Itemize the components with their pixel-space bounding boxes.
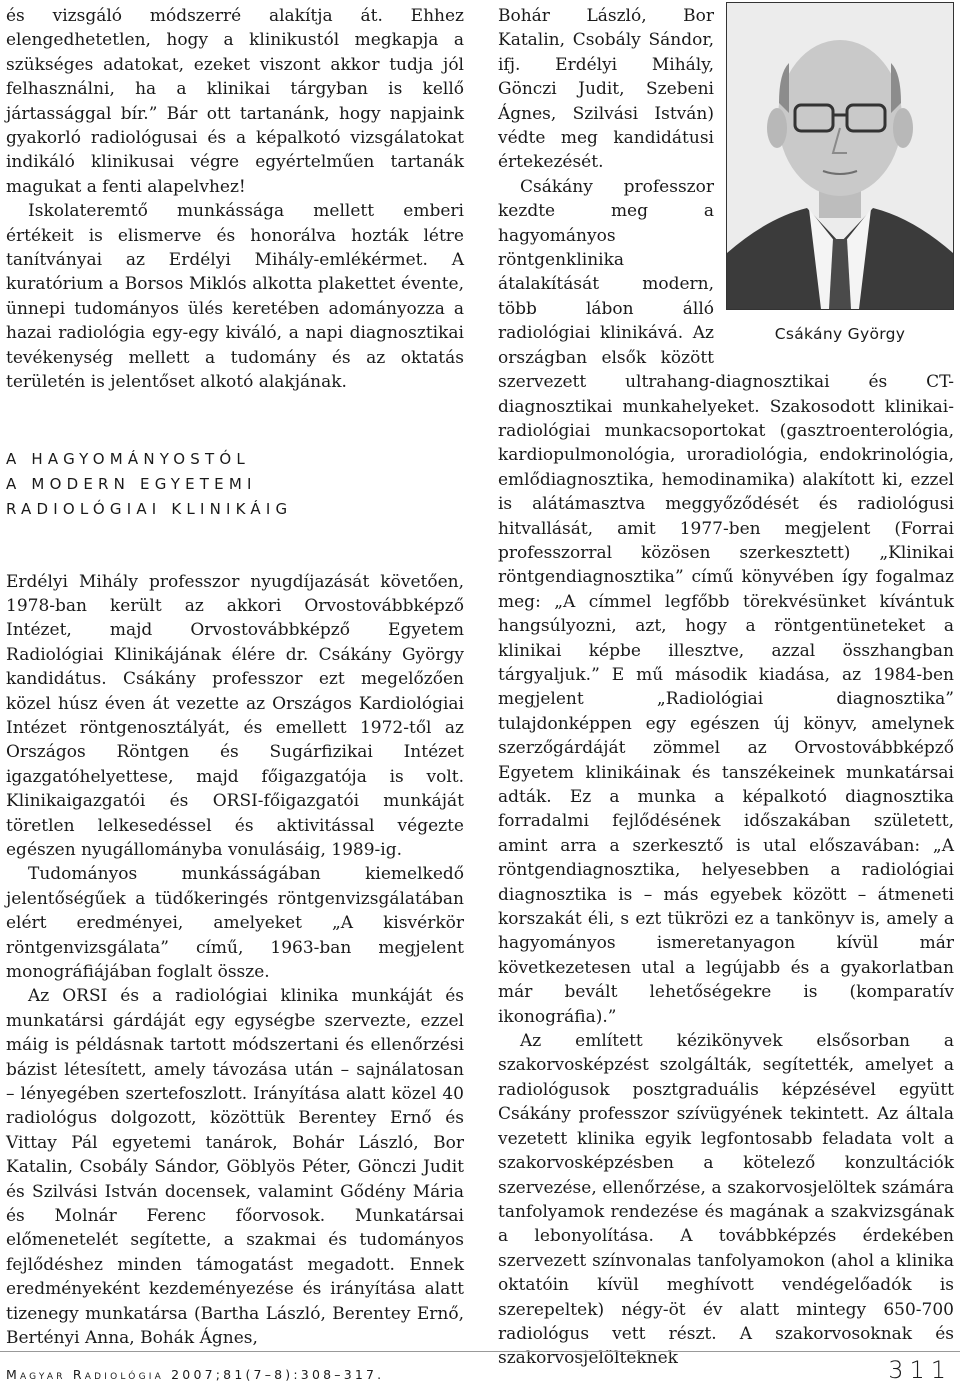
paragraph: Iskolateremtő munkássága mellett emberi értékeit is elismerve és honorálva hozták létre tanítványai az Erdélyi Mihály-emlékérmet. A kuratórium a Borsos Miklós alkotta plakettet évente, ünnepi tudományos ülés keretében adományozza a hazai radiológia egy-egy kiváló, a napi diagnosztikai tevékenység mellett a tudomány és az oktatás területén is jelentőset alkotó alakjának. — [6, 201, 464, 393]
right-column — [498, 4, 954, 1371]
journal-citation: Magyar Radiológia 2007;81(7–8):308–317. — [6, 1367, 385, 1382]
heading-line: A HAGYOMÁNYOSTÓL — [6, 449, 250, 468]
portrait-figure — [726, 2, 954, 346]
left-column — [6, 4, 464, 1351]
portrait-photo-icon — [727, 3, 953, 309]
paragraph: és vizsgáló módszerré alakítja át. Ehhez elengedhetetlen, hogy a klinikustól megkapja a szükséges adatokat, ezeket viszont akkor tudja jól felhasználni, ha a klinikai tárgyban is kellő jártassággal bír.” Bár ott tartanánk, hogy napjaink gyakorló radiológusai és a képalkotó vizsgálatokat indikáló klinikusai végre egyértelműen tartanák magukat a fenti alapelvhez! — [6, 6, 464, 197]
photo-caption: Csákány György — [774, 325, 906, 343]
footer-divider — [0, 1351, 960, 1352]
paragraph: Az említett kézikönyvek elsősorban a szakorvosképzést szolgálták, segítették, amelyet a radiológusok posztgraduális képzésével együtt Csákány professzor szívügyének tekintett. Az általa vezetett klinika egyik legfontosabb feladata volt a szakorvosképzésben a kötelező konzultációk szervezése, ellenőrzése, a szakorvosjelöltek számára tanfolyamok rendezése és magának a szakvizsgának a lebonyolítása. A továbbképzés érdekében szervezett színvonalas tanfolyamokon (ahol a klinika oktatóin kívül meghívott vendégelőadók is szerepeltek) négy-öt év alatt mintegy 650-700 radiológus vett részt. A szakorvosoknak és szakorvosjelölteknek — [498, 1031, 954, 1369]
heading-line: RADIOLÓGIAI KLINIKÁIG — [6, 499, 293, 518]
section-heading — [6, 447, 464, 522]
paragraph: Bohár László, Bor Katalin, Csobály Sándor, ifj. Erdélyi Mihály, Gönczi Judit, Szebeni Ágnes, Szilvási István) védte meg kandidátusi értekezését. — [498, 6, 714, 173]
page-number: 311 — [888, 1356, 952, 1384]
portrait-photo — [726, 2, 954, 310]
paragraph: Az ORSI és a radiológiai klinika munkáját és munkatársi gárdáját egy egységbe szervezte, ezzel máig is példásnak tartott módszertani és ellenőrzési bázist létesített, amely távozása után – sajnálatosan – lényegében szertefoszlott. Irányítása alatt közel 40 radiológus dolgozott, közöttük Berentey Ernő és Vittay Pál egyetemi tanárok, Bohár László, Bor Katalin, Csobály Sándor, Göblyös Péter, Gönczi Judit és Szilvási István docensek, valamint Gődény Mária és Molnár Ferenc főorvosok. Munkatársai előmenetelét segítette, a szakmai és tudományos fejlődéshez minden támogatást megadott. Ennek eredményeként kezdeményezése és irányítása alatt tizenegy munkatársa (Bartha László, Berentey Ernő, Bertényi Anna, Bohák Ágnes, — [6, 986, 464, 1349]
paragraph: Tudományos munkásságában kiemelkedő jelentőségűek a tüdőkeringés röntgenvizsgálatában elért eredményei, amelyeket „A kisvérkör röntgenvizsgálata” című, 1963-ban megjelent monográfiájában foglalt össze. — [6, 864, 464, 982]
paragraph: Csákány professzor kezdte meg a hagyományos röntgenklinika átalakítását modern, több lábon álló radiológiai klinikává. Az országban elsők között szervezett ultrahang-diagnosztikai és CT-diagnosztikai munkahelyeket. Szakosodott klinikai-radiológiai munkacsoportokat (gasztroenterológia, kardiopulmonológia, uroradiológia, endokrinológia, emlődiagnosztika, hemodinamika) alakított ki, ezzel is alátámasztva meggyőződését és radiológusi hitvallását, amit 1977-ben megjelent (Forrai professzorral közösen szerkesztett) „Klinikai röntgendiagnosztika” című könyvében így fogalmaz meg: „A címmel legfőbb törekvésünket kívántuk hangsúlyozni, azt, hogy a röntgentüneteket a klinikai képbe illesztve, azzal összhangban tárgyaljuk.” E mű második kiadása, az 1984-ben megjelent „Radiológiai diagnosztika” tulajdonképpen egy egészen új könyv, amelynek szerzőgárdáját zömmel az Orvostovábbképző Egyetem klinikáinak és tanszékeinek munkatársai adták. Ez a munka a képalkotó diagnosztika forradalmi fejlődésének időszakában született, amint arra a szerkesztő is utal előszavában: „A röntgendiagnosztika, helyesebben a radiológiai diagnosztika is – más egyebek között – átmeneti korszakát éli, s ezt tükrözi ez a tankönyv is, amely a hagyományos ismeretanyagon kívül már következetesen utal a legújabb és a gyakorlatban már bevált lehetőségekre is (komparatív ikonográfia).” — [498, 176, 954, 1027]
heading-line: A MODERN EGYETEMI — [6, 474, 257, 493]
paragraph: Erdélyi Mihály professzor nyugdíjazását követően, 1978-ban került az akkori Orvostovábbképző Intézet, majd Orvostovábbképző Egyetem Radiológiai Klinikájának élére dr. Csákány György kandidátus. Csákány professzor ezt megelőzően közel húsz éven át vezette az Országos Kardiológiai Intézet röntgenosztályát, és emellett 1972-től az Országos Röntgen és Sugárfizikai Intézet igazgatóhelyettese, majd főigazgatója is volt. Klinikaigazgatói és ORSI-főigazgatói munkáját töretlen lelkesedéssel és aktivitással végezte egészen nyugállományba vonulásáig, 1989-ig. — [6, 571, 464, 860]
